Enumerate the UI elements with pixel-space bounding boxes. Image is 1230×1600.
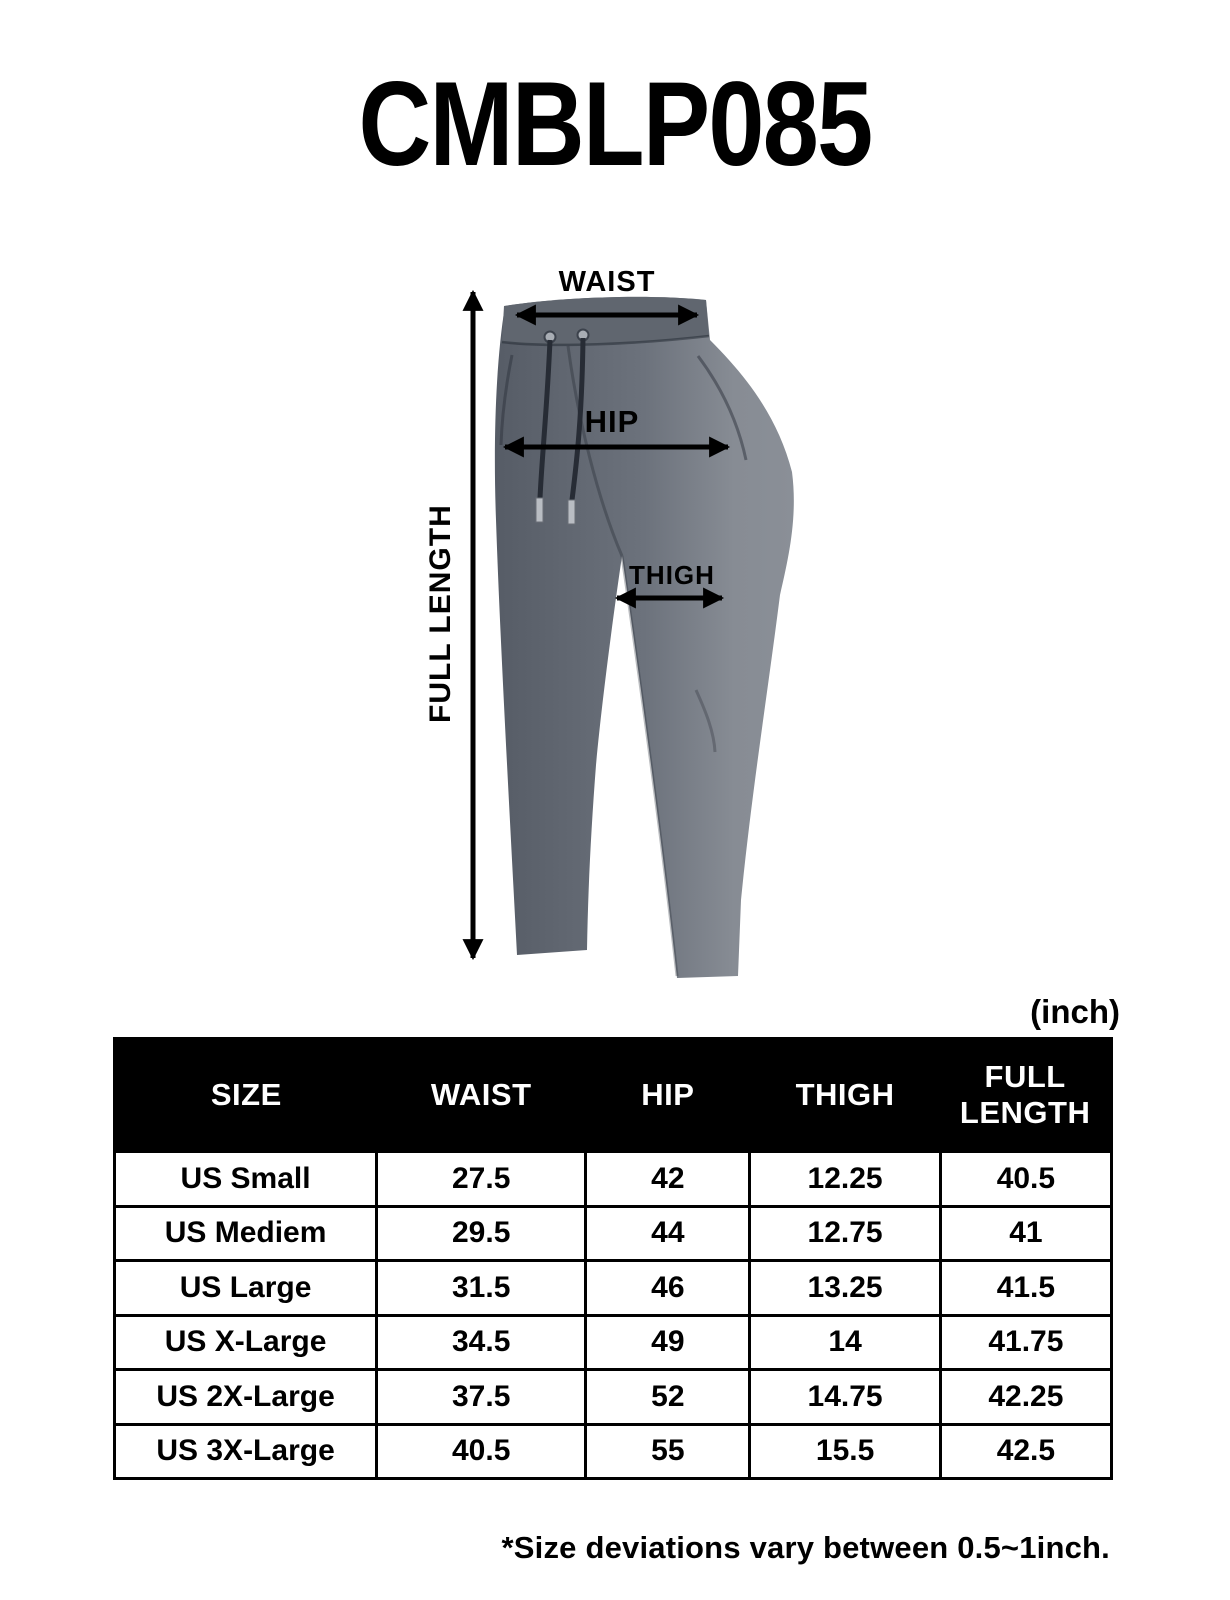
size-table: [113, 1037, 1113, 1480]
table-cell: US X-Large: [115, 1315, 377, 1370]
header-full-length: FULL LENGTH: [940, 1039, 1111, 1152]
table-row: [115, 1152, 1112, 1207]
table-row: [115, 1261, 1112, 1316]
thigh-label: THIGH: [629, 560, 715, 590]
table-cell: US 3X-Large: [115, 1424, 377, 1479]
waist-label: WAIST: [558, 266, 656, 298]
size-table-body: [115, 1152, 1112, 1479]
table-cell: 40.5: [940, 1152, 1111, 1207]
table-cell: 41.75: [940, 1315, 1111, 1370]
unit-label: (inch): [1030, 993, 1120, 1030]
table-cell: 42.25: [940, 1370, 1111, 1425]
table-row: [115, 1315, 1112, 1370]
table-cell: US 2X-Large: [115, 1370, 377, 1425]
table-cell: 55: [586, 1424, 750, 1479]
aglet-right: [568, 500, 575, 524]
header-size: SIZE: [115, 1039, 377, 1152]
table-cell: 12.25: [750, 1152, 940, 1207]
table-cell: 14: [750, 1315, 940, 1370]
pants-body: [495, 297, 794, 978]
table-cell: 42: [586, 1152, 750, 1207]
table-cell: 41.5: [940, 1261, 1111, 1316]
size-table-header: [115, 1039, 1112, 1152]
table-cell: 49: [586, 1315, 750, 1370]
footnote: *Size deviations vary between 0.5~1inch.: [501, 1530, 1110, 1565]
table-cell: 37.5: [377, 1370, 586, 1425]
table-cell: 46: [586, 1261, 750, 1316]
table-cell: 15.5: [750, 1424, 940, 1479]
header-hip: HIP: [586, 1039, 750, 1152]
table-cell: 40.5: [377, 1424, 586, 1479]
table-row: [115, 1206, 1112, 1261]
table-cell: US Large: [115, 1261, 377, 1316]
full-length-label: FULL LENGTH: [424, 504, 457, 723]
table-cell: US Small: [115, 1152, 377, 1207]
aglet-left: [536, 498, 543, 522]
table-cell: 34.5: [377, 1315, 586, 1370]
table-cell: 27.5: [377, 1152, 586, 1207]
table-cell: 52: [586, 1370, 750, 1425]
header-waist: WAIST: [377, 1039, 586, 1152]
table-cell: 31.5: [377, 1261, 586, 1316]
table-cell: US Mediem: [115, 1206, 377, 1261]
page-title: CMBLP085: [358, 57, 872, 191]
pants-measurement-diagram: [400, 260, 840, 990]
table-row: [115, 1424, 1112, 1479]
table-row: [115, 1370, 1112, 1425]
table-cell: 14.75: [750, 1370, 940, 1425]
table-cell: 42.5: [940, 1424, 1111, 1479]
table-cell: 44: [586, 1206, 750, 1261]
pants-illustration: [400, 260, 840, 990]
table-cell: 12.75: [750, 1206, 940, 1261]
table-cell: 41: [940, 1206, 1111, 1261]
hip-label: HIP: [584, 404, 640, 439]
header-thigh: THIGH: [750, 1039, 940, 1152]
table-cell: 13.25: [750, 1261, 940, 1316]
table-cell: 29.5: [377, 1206, 586, 1261]
